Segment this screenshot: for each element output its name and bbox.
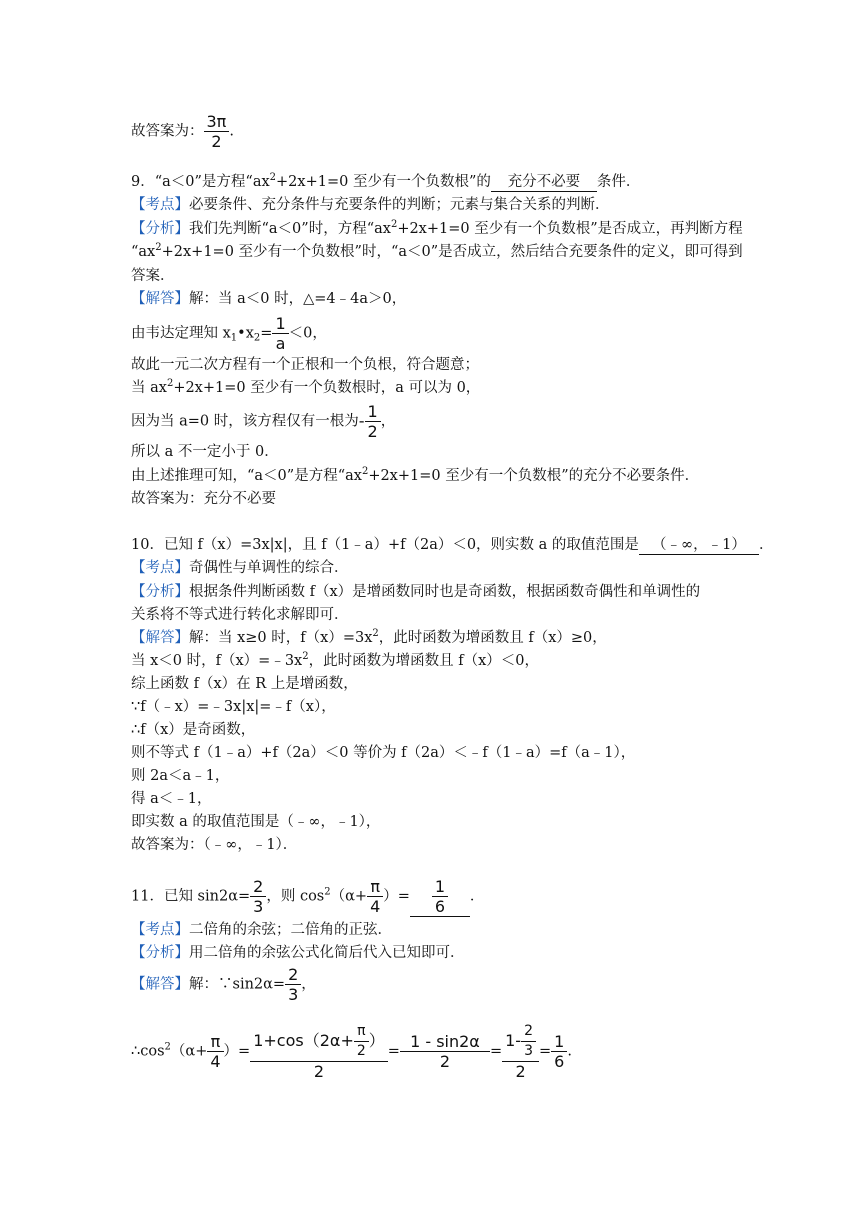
q10-fenxi-2: 关系将不等式进行转化求解即可． <box>131 607 349 623</box>
q11-frac-result: $\frac{1}{6}$ <box>551 1032 567 1071</box>
q9-kaodian: 【考点】必要条件、充分条件与充要条件的判断；元素与集合关系的判断． <box>131 197 610 213</box>
jieda-tag: 【解答】 <box>131 976 189 993</box>
fenxi-tag: 【分析】 <box>131 221 189 237</box>
q9-frac-1-over-2: $\frac{1}{2}$ <box>365 402 381 441</box>
q10-fenxi-1: 【分析】根据条件判断函数 f（x）是增函数同时也是奇函数，根据函数奇偶性和单调性的 <box>131 584 701 600</box>
q9-fenxi-3: 答案． <box>131 268 175 284</box>
q10-stem: 10．已知 f（x）=3x|x|，且 f（1﹣a）+f（2a）＜0，则实数 a 的取值范围是 （﹣∞，﹣1） ． <box>131 537 774 553</box>
q9-stem: 9．“a＜0”是方程“$ax^2+2x+1=0$ 至少有一个负数根”的 充分不必要 条件． <box>131 172 641 190</box>
q8-answer-fraction: $\frac{3\pi}{2}$ <box>204 112 230 151</box>
q10-jieda-2: 当 x＜0 时，$f(x)=﹣3x^2$，此时函数为增函数且 f（x）＜0， <box>131 651 539 669</box>
jieda-tag: 【解答】 <box>131 630 189 646</box>
q10-jieda-9: 即实数 a 的取值范围是（﹣∞，﹣1）， <box>131 814 381 830</box>
q10-kaodian: 【考点】奇偶性与单调性的综合． <box>131 560 349 576</box>
q11-jieda-1: 【解答】解：∵sin2α= $\frac{2}{3}$ ， <box>131 965 316 1004</box>
fenxi-tag: 【分析】 <box>131 945 189 961</box>
q11-fenxi: 【分析】用二倍角的余弦公式化简后代入已知即可． <box>131 945 465 961</box>
q9-jieda-3: 故此一元二次方程有一个正根和一个负根，符合题意； <box>131 357 479 373</box>
q9-fenxi-2: “$ax^2+2x+1=0$ 至少有一个负数根”时，“a＜0”是否成立，然后结合充要条件的定义，即可得到 <box>131 242 743 260</box>
q11-frac-nested: 1- $\frac{2}{3}$ 2 <box>502 1022 539 1081</box>
q10-jieda-5: ∴f（x）是奇函数， <box>131 722 256 738</box>
q11-frac-pi-over-4-b: $\frac{\pi}{4}$ <box>207 1032 223 1071</box>
q11-frac-2-over-3-b: $\frac{2}{3}$ <box>285 965 301 1004</box>
q10-jieda-3: 综上函数 f（x）在 R 上是增函数， <box>131 676 358 692</box>
q10-answer-blank: （﹣∞，﹣1） <box>639 536 759 555</box>
kaodian-tag: 【考点】 <box>131 922 189 938</box>
q8-conclusion: 故答案为： $\frac{3\pi}{2}$ . <box>131 112 234 151</box>
q11-stem: 11．已知 sin2α= $\frac{2}{3}$ ，则 $\cos^2(\alpha+$ $\frac{\pi}{4}$ ）= $\frac{1}{6}$ ． <box>131 877 485 916</box>
q11-frac-pi-over-4: $\frac{\pi}{4}$ <box>367 877 383 916</box>
q11-frac-cos-expression: 1+cos（2α+ $\frac{\pi}{2}$ ） 2 <box>250 1022 388 1081</box>
q10-jieda-8: 得 a＜﹣1， <box>131 791 212 807</box>
q10-jieda-10: 故答案为：（﹣∞，﹣1）． <box>131 837 298 853</box>
q9-jieda-6: 所以 a 不一定小于 0． <box>131 444 279 460</box>
q9-jieda-8: 故答案为：充分不必要 <box>131 491 276 507</box>
kaodian-tag: 【考点】 <box>131 560 189 576</box>
q11-frac-1-minus-sin: $\frac{1 - \sin 2\alpha}{2}$ <box>400 1032 490 1071</box>
q11-kaodian: 【考点】二倍角的余弦；二倍角的正弦． <box>131 922 392 938</box>
q11-jieda-2: $\therefore\cos^2(\alpha+$ $\frac{\pi}{4}$ ）= 1+cos（2α+ $\frac{\pi}{2}$ ） 2 = $\frac{1 - \sin 2\alpha}{2}$ = 1- $\frac{2}{3}$ 2 = $\frac{1}{6}$ . <box>131 1023 572 1081</box>
q9-jieda-2: 由韦达定理知 $x_1•x_2=$ $\frac{1}{a}$ ＜0， <box>131 314 327 353</box>
q10-jieda-4: ∵f（﹣x）=﹣3x|x|=﹣f（x）， <box>131 699 336 715</box>
q10-jieda-7: 则 2a＜a﹣1， <box>131 768 230 784</box>
fenxi-tag: 【分析】 <box>131 584 189 600</box>
q9-jieda-5: 因为当 a=0 时，该方程仅有一根为- $\frac{1}{2}$ ， <box>131 402 396 441</box>
kaodian-tag: 【考点】 <box>131 197 189 213</box>
q11-frac-2-over-3: $\frac{2}{3}$ <box>250 877 266 916</box>
q9-jieda-7: 由上述推理可知，“a＜0”是方程“$ax^2+2x+1=0$ 至少有一个负数根”的充分不必要条件． <box>131 466 700 484</box>
q9-fenxi-1: 【分析】我们先判断“a＜0”时，方程“$ax^2+2x+1=0$ 至少有一个负数根”是否成立，再判断方程 <box>131 219 743 237</box>
q9-jieda-4: 当 $ax^2+2x+1=0$ 至少有一个负数根时，a 可以为 0， <box>131 378 481 396</box>
q9-answer-blank: 充分不必要 <box>491 173 597 192</box>
q9-jieda-1: 【解答】解：当 a＜0 时，△=4﹣4a＞0， <box>131 291 407 307</box>
q10-jieda-1: 【解答】解：当 x≥0 时，$f(x)=3x^2$，此时函数为增函数且 f（x）≥0， <box>131 628 607 646</box>
jieda-tag: 【解答】 <box>131 291 189 307</box>
q9-frac-1-over-a: $\frac{1}{a}$ <box>272 314 288 353</box>
q11-answer-blank: $\frac{1}{6}$ <box>410 877 470 917</box>
q10-jieda-6: 则不等式 f（1﹣a）+f（2a）＜0 等价为 f（2a）＜﹣f（1﹣a）=f（a﹣1）， <box>131 745 636 761</box>
